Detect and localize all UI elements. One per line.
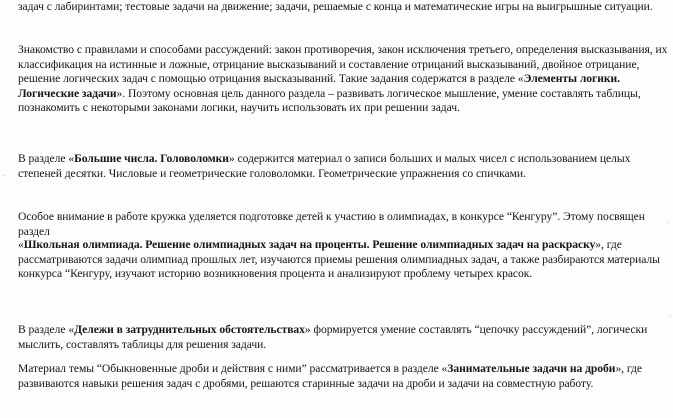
scan-speck xyxy=(4,175,5,176)
paragraph-text-before: В разделе « xyxy=(18,152,75,165)
paragraph-text: задач с лабиринтами; тестовые задачи на движение; задачи, решаемые с конца и математические игры на выигрышные ситуации. xyxy=(18,0,653,13)
paragraph-text: Особое внимание в работе кружка уделяется подготовке детей к участию в олимпиадах, в конкурсе “Кенгуру”. Этому посвящен раздел xyxy=(18,210,645,238)
paragraph-text-before: « xyxy=(18,238,24,251)
paragraph-text-before: В разделе « xyxy=(18,323,75,336)
paragraph-big-numbers-section xyxy=(18,152,670,181)
paragraph-olympiad-section xyxy=(18,238,670,282)
section-title-olympiad: Школьная олимпиада. Решение олимпиадных задач на проценты. Решение олимпиадных задач на раскраску xyxy=(23,238,596,251)
paragraph-text-before: Знакомство с правилами и способами рассуждений: закон противоречия, закон исключения третьего, определения высказывания, их классификация на истинные и ложные, отрицание высказываний и составление отрицаний высказываний, двойное отрицание, решение логических задач с помощью отрицания высказываний. Такие задания содержатся в разделе « xyxy=(18,43,668,86)
paragraph-text-after: » содержится материал о записи больших и малых чисел с использованием целых степеней десятки. Числовые и геометрические головоломки. Геометрические упражнения со спичками. xyxy=(18,152,631,180)
scan-speck xyxy=(668,222,669,223)
paragraph-division-section xyxy=(18,323,670,352)
paragraph-logic-section xyxy=(18,43,670,116)
paragraph-text-before: Материал темы “Обыкновенные дроби и действия с ними” рассматривается в разделе « xyxy=(18,362,448,375)
scan-speck xyxy=(670,315,671,316)
paragraph-text-after: », где рассматриваются задачи олимпиад прошлых лет, изучаются приемы решения олимпиадных задач, а также разбираются материалы конкурса “Кенгуру, изучают историю возникновения процента и анализируют проблему четырех красок. xyxy=(18,238,660,281)
paragraph-text-after: » формируется умение составлять “цепочку рассуждений”, логически мыслить, составлять таблицы для решения задачи. xyxy=(18,323,648,351)
paragraph-text-after: », где развиваются навыки решения задач с дробями, решаются старинные задачи на дроби и задачи на совместную работу. xyxy=(18,362,642,390)
section-title-logic: Элементы логики. Логические задачи xyxy=(18,72,620,100)
section-title-fractions: Занимательные задачи на дроби xyxy=(447,362,616,375)
paragraph-olympiad-intro xyxy=(18,210,670,239)
paragraph-text-after: ». Поэтому основная цель данного раздела – развивать логическое мышление, умение составлять таблицы, познакомить с некоторыми законами логики, научить использовать их при решении задач. xyxy=(18,86,641,115)
paragraph-fractions-section xyxy=(18,362,670,391)
section-title-division: Дележи в затруднительных обстоятельствах xyxy=(74,323,305,336)
paragraph-games-and-puzzles xyxy=(18,0,670,15)
section-title-big-numbers: Большие числа. Головоломки xyxy=(74,152,229,165)
